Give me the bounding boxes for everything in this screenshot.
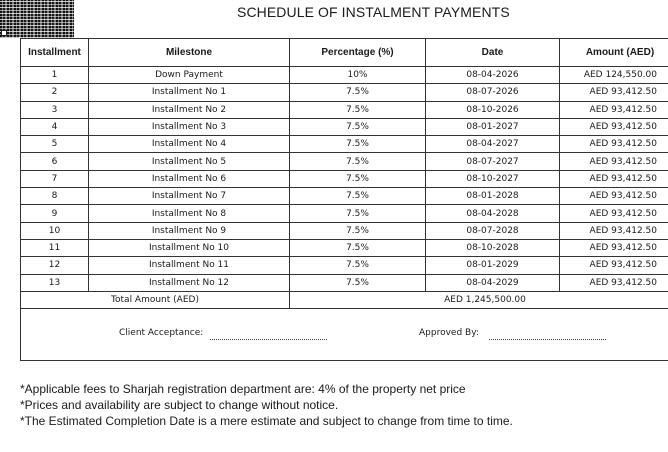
table-row — [21, 205, 668, 222]
header-installment: Installment — [21, 39, 89, 67]
amount-cell: AED 93,412.50 — [560, 136, 668, 153]
percentage-cell: 7.5% — [290, 153, 426, 170]
table-row — [21, 274, 668, 291]
approved-by-label: Approved By: — [419, 328, 479, 338]
installment-number: 6 — [21, 153, 89, 170]
installment-number: 8 — [21, 188, 89, 205]
installment-number: 9 — [21, 205, 89, 222]
installment-number: 2 — [21, 84, 89, 101]
footnotes — [20, 381, 513, 429]
installment-number: 12 — [21, 257, 89, 274]
table-row — [21, 118, 668, 135]
amount-cell: AED 93,412.50 — [560, 239, 668, 256]
date-cell: 08-04-2027 — [426, 136, 560, 153]
percentage-cell: 7.5% — [290, 205, 426, 222]
table-header-row — [21, 39, 668, 67]
approver-signature-line — [489, 339, 606, 340]
installment-number: 4 — [21, 118, 89, 135]
amount-cell: AED 93,412.50 — [560, 205, 668, 222]
percentage-cell: 10% — [290, 67, 426, 84]
milestone-cell: Installment No 6 — [89, 170, 290, 187]
date-cell: 08-04-2026 — [426, 67, 560, 84]
header-milestone: Milestone — [89, 39, 290, 67]
amount-cell: AED 93,412.50 — [560, 84, 668, 101]
percentage-cell: 7.5% — [290, 188, 426, 205]
percentage-cell: 7.5% — [290, 257, 426, 274]
installment-number: 7 — [21, 170, 89, 187]
footnote: *Prices and availability are subject to change without notice. — [20, 398, 339, 412]
percentage-cell: 7.5% — [290, 239, 426, 256]
installment-number: 5 — [21, 136, 89, 153]
total-label: Total Amount (AED) — [21, 291, 290, 308]
milestone-cell: Installment No 3 — [89, 118, 290, 135]
milestone-cell: Installment No 10 — [89, 239, 290, 256]
date-cell: 08-10-2027 — [426, 170, 560, 187]
milestone-cell: Installment No 2 — [89, 101, 290, 118]
percentage-cell: 7.5% — [290, 170, 426, 187]
amount-cell: AED 93,412.50 — [560, 153, 668, 170]
percentage-cell: 7.5% — [290, 222, 426, 239]
table-row — [21, 170, 668, 187]
footnote: *The Estimated Completion Date is a mere estimate and subject to change from time to time. — [20, 414, 513, 428]
table-row — [21, 239, 668, 256]
instalment-schedule-table — [20, 38, 668, 309]
milestone-cell: Installment No 1 — [89, 84, 290, 101]
header-date: Date — [426, 39, 560, 67]
amount-cell: AED 93,412.50 — [560, 101, 668, 118]
table-row — [21, 188, 668, 205]
date-cell: 08-07-2026 — [426, 84, 560, 101]
percentage-cell: 7.5% — [290, 101, 426, 118]
milestone-cell: Down Payment — [89, 67, 290, 84]
date-cell: 08-07-2027 — [426, 153, 560, 170]
amount-cell: AED 93,412.50 — [560, 274, 668, 291]
table-row — [21, 153, 668, 170]
date-cell: 08-01-2027 — [426, 118, 560, 135]
milestone-cell: Installment No 11 — [89, 257, 290, 274]
percentage-cell: 7.5% — [290, 84, 426, 101]
table-row — [21, 101, 668, 118]
signature-section — [20, 307, 668, 361]
header-percentage: Percentage (%) — [290, 39, 426, 67]
date-cell: 08-04-2029 — [426, 274, 560, 291]
total-value: AED 1,245,500.00 — [290, 291, 668, 308]
installment-number: 10 — [21, 222, 89, 239]
installment-number: 3 — [21, 101, 89, 118]
installment-number: 11 — [21, 239, 89, 256]
milestone-cell: Installment No 12 — [89, 274, 290, 291]
amount-cell: AED 93,412.50 — [560, 257, 668, 274]
footnote: *Applicable fees to Sharjah registration department are: 4% of the property net price — [20, 382, 466, 396]
percentage-cell: 7.5% — [290, 118, 426, 135]
percentage-cell: 7.5% — [290, 136, 426, 153]
amount-cell: AED 93,412.50 — [560, 170, 668, 187]
amount-cell: AED 93,412.50 — [560, 188, 668, 205]
table-row — [21, 84, 668, 101]
date-cell: 08-07-2028 — [426, 222, 560, 239]
total-row — [21, 291, 668, 308]
qr-corner-mark — [1, 30, 7, 36]
client-acceptance-label: Client Acceptance: — [119, 328, 204, 338]
qr-code — [0, 0, 74, 38]
milestone-cell: Installment No 7 — [89, 188, 290, 205]
client-signature-line — [210, 339, 327, 340]
amount-cell: AED 124,550.00 — [560, 67, 668, 84]
milestone-cell: Installment No 4 — [89, 136, 290, 153]
table-row — [21, 67, 668, 84]
date-cell: 08-01-2028 — [426, 188, 560, 205]
document-title: SCHEDULE OF INSTALMENT PAYMENTS — [237, 4, 510, 20]
amount-cell: AED 93,412.50 — [560, 222, 668, 239]
milestone-cell: Installment No 9 — [89, 222, 290, 239]
installment-number: 1 — [21, 67, 89, 84]
amount-cell: AED 93,412.50 — [560, 118, 668, 135]
date-cell: 08-10-2028 — [426, 239, 560, 256]
milestone-cell: Installment No 5 — [89, 153, 290, 170]
header-amount: Amount (AED) — [560, 39, 668, 67]
date-cell: 08-01-2029 — [426, 257, 560, 274]
date-cell: 08-04-2028 — [426, 205, 560, 222]
milestone-cell: Installment No 8 — [89, 205, 290, 222]
percentage-cell: 7.5% — [290, 274, 426, 291]
date-cell: 08-10-2026 — [426, 101, 560, 118]
installment-number: 13 — [21, 274, 89, 291]
table-row — [21, 136, 668, 153]
table-row — [21, 257, 668, 274]
table-row — [21, 222, 668, 239]
